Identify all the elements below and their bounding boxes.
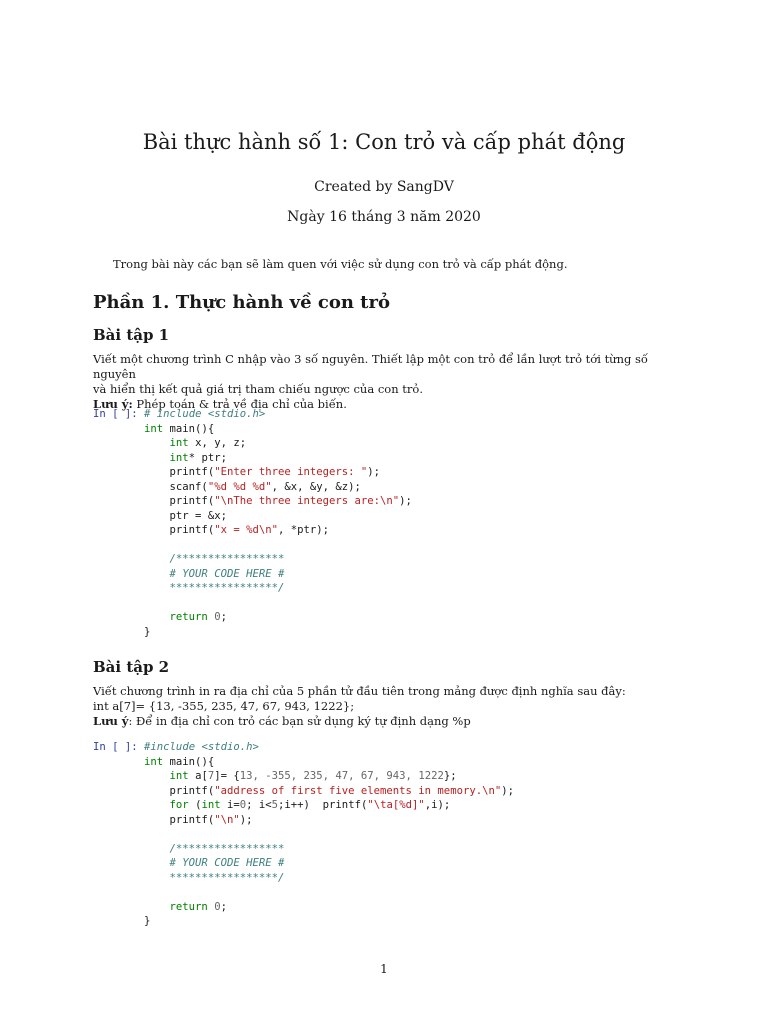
code-keyword: return	[169, 611, 208, 623]
code-text: printf(	[169, 466, 215, 478]
code-comment: /*****************	[169, 842, 285, 855]
code-string: "address of first five elements in memory.\n"	[214, 784, 502, 797]
code-text: ptr = &x;	[169, 509, 227, 522]
note-label: Lưu ý	[93, 714, 129, 728]
code-text: * ptr;	[188, 451, 227, 464]
code-number: 5	[271, 799, 279, 811]
code-comment: /*****************	[169, 553, 285, 565]
code-text: , &x, &y, &z);	[271, 480, 361, 493]
section-heading: Phần 1. Thực hành về con trỏ	[93, 292, 390, 313]
code-string: "Enter three integers: "	[214, 466, 368, 478]
code-line: #include <stdio.h>	[144, 741, 259, 753]
code-text: };	[443, 770, 457, 782]
code-text: , *ptr);	[277, 524, 330, 536]
code-text: ;	[220, 611, 227, 623]
code-comment: *****************/	[169, 582, 285, 594]
note-text: Phép toán & trả về địa chỉ của biến.	[132, 397, 347, 411]
code-keyword: int	[169, 770, 189, 782]
code-text: ;	[220, 900, 227, 913]
code-text: }	[144, 625, 151, 638]
code-keyword: int	[144, 755, 164, 768]
code-line: # include <stdio.h>	[144, 408, 266, 420]
code-string: "\n"	[214, 813, 240, 826]
intro-paragraph: Trong bài này các bạn sẽ làm quen với việc sử dụng con trỏ và cấp phát động.	[113, 257, 568, 271]
code-cell-2[interactable]	[93, 740, 514, 929]
exercise-1-line-2: và hiển thị kết quả giá trị tham chiếu ngược của con trỏ.	[93, 382, 423, 396]
code-number: 7	[207, 770, 215, 782]
code-text: printf(	[169, 813, 215, 826]
code-text: ,i);	[424, 799, 451, 811]
code-text: ]= {	[214, 770, 240, 782]
code-number: 13, -355, 235, 47, 67, 943, 1222	[239, 770, 444, 782]
code-comment: # YOUR CODE HERE #	[169, 857, 285, 869]
code-text: x, y, z;	[188, 437, 247, 449]
code-text: i=	[220, 799, 240, 811]
code-text: );	[399, 495, 412, 507]
exercise-2-note	[93, 714, 693, 729]
exercise-2-line-1: Viết chương trình in ra địa chỉ của 5 phần tử đầu tiên trong mảng được định nghĩa sau đây:	[93, 684, 626, 698]
code-keyword: int	[169, 437, 189, 449]
exercise-2-heading: Bài tập 2	[93, 658, 170, 676]
note-text: : Để in địa chỉ con trỏ các bạn sử dụng ký tự định dạng %p	[128, 714, 471, 728]
exercise-2-description	[93, 684, 693, 729]
code-text: ;i++) printf(	[278, 799, 368, 811]
code-string: "\nThe three integers are:\n"	[214, 495, 400, 507]
code-keyword: int	[201, 799, 221, 811]
code-cell-1[interactable]	[93, 407, 412, 639]
document-date: Ngày 16 tháng 3 năm 2020	[287, 209, 481, 225]
code-string: "%d %d %d"	[207, 480, 272, 493]
exercise-1-description	[93, 352, 693, 412]
code-text: ; i<	[246, 799, 272, 811]
page-number: 1	[380, 962, 388, 976]
document-author: Created by SangDV	[314, 179, 454, 195]
code-keyword: int	[144, 422, 164, 435]
code-comment: *****************/	[169, 871, 285, 884]
code-number: 0	[214, 611, 221, 623]
note-label: Lưu ý:	[93, 397, 133, 411]
code-text: printf(	[169, 495, 215, 507]
document-title: Bài thực hành số 1: Con trỏ và cấp phát động	[142, 130, 626, 154]
exercise-1-heading: Bài tập 1	[93, 326, 170, 344]
code-text: );	[239, 813, 253, 826]
code-text: }	[144, 915, 151, 927]
code-keyword: return	[169, 900, 208, 913]
cell-prompt: In [ ]:	[93, 408, 138, 420]
code-text: main(){	[163, 755, 215, 768]
code-comment: # YOUR CODE HERE #	[169, 567, 285, 580]
code-text: main(){	[163, 422, 215, 435]
exercise-2-line-2: int a[7]= {13, -355, 235, 47, 67, 943, 1222};	[93, 699, 355, 713]
code-number: 0	[239, 799, 247, 811]
code-text: (	[188, 799, 202, 811]
code-string: "\ta[%d]"	[367, 799, 425, 811]
cell-prompt: In [ ]:	[93, 741, 138, 753]
code-keyword: int	[169, 451, 189, 464]
code-text: printf(	[169, 524, 215, 536]
code-text: printf(	[169, 784, 215, 797]
code-number: 0	[214, 900, 221, 913]
code-text: );	[367, 466, 381, 478]
code-text: scanf(	[169, 480, 208, 493]
code-string: "x = %d\n"	[214, 524, 278, 536]
exercise-1-line-1: Viết một chương trình C nhập vào 3 số nguyên. Thiết lập một con trỏ để lần lượt trỏ tới từng số nguyên	[93, 352, 648, 381]
code-text: );	[501, 784, 514, 797]
code-keyword: for	[169, 799, 189, 811]
code-text: a[	[188, 770, 208, 782]
